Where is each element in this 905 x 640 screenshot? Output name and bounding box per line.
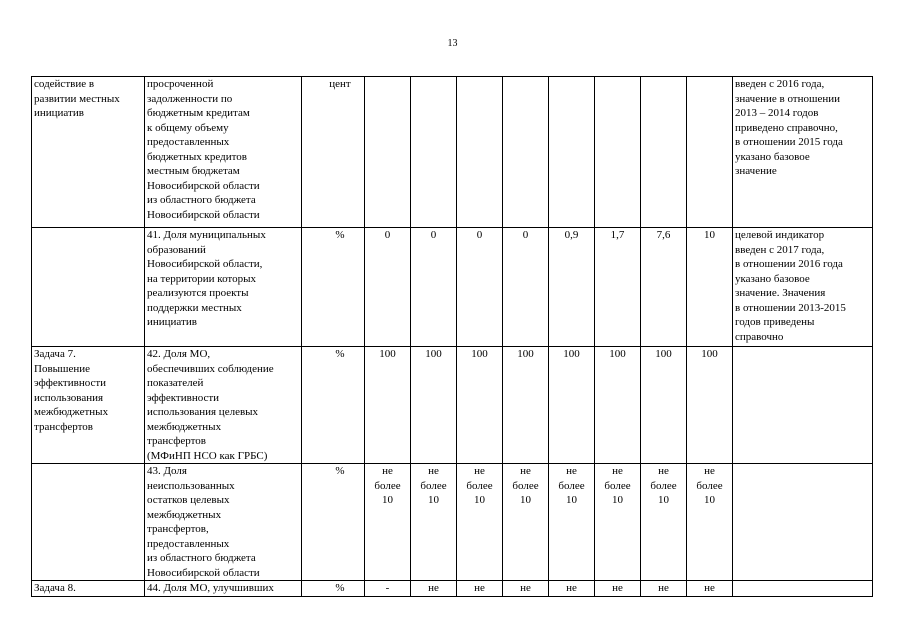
value-cell: не более 10 (411, 464, 457, 581)
value-cell: 100 (641, 347, 687, 464)
unit-cell: цент (302, 77, 365, 228)
indicator-cell: просроченной задолженности по бюджетным кредитам к общему объему предоставленных бюджетных кредитов местным бюджетам Новосибирской области из областного бюджета Новосибирской области (145, 77, 302, 228)
value-cell: 0 (503, 228, 549, 347)
value-cell: 7,6 (641, 228, 687, 347)
value-cell (641, 77, 687, 228)
task-cell (32, 464, 145, 581)
value-cell: не более 10 (457, 464, 503, 581)
value-cell: не (411, 581, 457, 597)
note-cell (733, 581, 873, 597)
value-cell: 100 (503, 347, 549, 464)
value-cell: не (457, 581, 503, 597)
page-number: 13 (447, 38, 458, 49)
value-cell: 0 (411, 228, 457, 347)
table-row (32, 464, 873, 581)
value-cell: не более 10 (365, 464, 411, 581)
indicator-cell: 43. Доля неиспользованных остатков целевых межбюджетных трансфертов, предоставленных из областного бюджета Новосибирской области (145, 464, 302, 581)
unit-cell: % (302, 347, 365, 464)
value-cell: не (687, 581, 733, 597)
table-row (32, 581, 873, 597)
value-cell (411, 77, 457, 228)
value-cell: не (641, 581, 687, 597)
value-cell: 0 (457, 228, 503, 347)
value-cell (503, 77, 549, 228)
unit-cell: % (302, 464, 365, 581)
note-cell (733, 347, 873, 464)
value-cell: не более 10 (641, 464, 687, 581)
value-cell: 0 (365, 228, 411, 347)
value-cell: 100 (687, 347, 733, 464)
value-cell: 100 (457, 347, 503, 464)
indicator-cell: 41. Доля муниципальных образований Новосибирской области, на территории которых реализуются проекты поддержки местных инициатив (145, 228, 302, 347)
table-row (32, 77, 873, 228)
value-cell (687, 77, 733, 228)
value-cell: 100 (411, 347, 457, 464)
task-cell: Задача 8. (32, 581, 145, 597)
note-cell: целевой индикатор введен с 2017 года, в отношении 2016 года указано базовое значение. Значения в отношении 2013-2015 годов приведены справочно (733, 228, 873, 347)
value-cell: 100 (595, 347, 641, 464)
task-cell: Задача 7. Повышение эффективности использования межбюджетных трансфертов (32, 347, 145, 464)
value-cell: 0,9 (549, 228, 595, 347)
value-cell: не (503, 581, 549, 597)
value-cell (595, 77, 641, 228)
value-cell: 100 (549, 347, 595, 464)
indicators-table (31, 76, 873, 597)
value-cell: не более 10 (503, 464, 549, 581)
note-cell (733, 464, 873, 581)
value-cell (365, 77, 411, 228)
task-cell: содействие в развитии местных инициатив (32, 77, 145, 228)
value-cell: 100 (365, 347, 411, 464)
value-cell: не более 10 (595, 464, 641, 581)
value-cell: 1,7 (595, 228, 641, 347)
value-cell: 10 (687, 228, 733, 347)
value-cell (457, 77, 503, 228)
value-cell: не (595, 581, 641, 597)
value-cell: не (549, 581, 595, 597)
indicator-cell: 42. Доля МО, обеспечивших соблюдение показателей эффективности использования целевых межбюджетных трансфертов (МФиНП НСО как ГРБС) (145, 347, 302, 464)
table-row (32, 228, 873, 347)
value-cell: не более 10 (549, 464, 595, 581)
note-cell: введен с 2016 года, значение в отношении 2013 – 2014 годов приведено справочно, в отношении 2015 года указано базовое значение (733, 77, 873, 228)
value-cell: - (365, 581, 411, 597)
task-cell (32, 228, 145, 347)
value-cell: не более 10 (687, 464, 733, 581)
unit-cell: % (302, 228, 365, 347)
table-row (32, 347, 873, 464)
unit-cell: % (302, 581, 365, 597)
value-cell (549, 77, 595, 228)
indicator-cell: 44. Доля МО, улучшивших (145, 581, 302, 597)
